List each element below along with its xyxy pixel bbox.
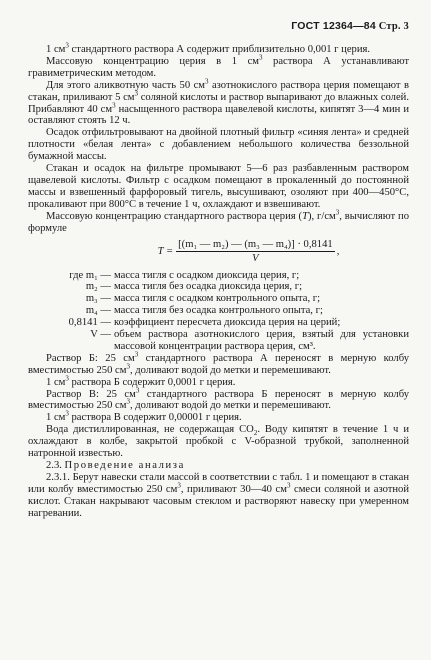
paragraph-solution-b-content: 1 $см^3$ раствора Б содержит 0,0001 г церия.	[46, 374, 236, 388]
paragraph-3: Для этого аликвотную часть 50 $см^3$ азотнокислого раствора церия помещают в стакан, приливают 5 $см^3$ соляной кислоты и раствор выпаривают до влажных солей. Прибавляют 40 $см^3$ насыщенного раствора щавелевой кислоты, кипятят 3—4 мин и оставляют стоять 12 ч.	[28, 77, 409, 127]
paragraph-5: Стакан и осадок на фильтре промывают 5—6 раз разбавленным раствором щавелевой кислоты. Фильтр с осадком помещают в прокаленный до постоянной массы и взвешенный фарфоровый тигель, высушивают, озоляют при 400—450°С, прокаливают при 800°С в течение 1 ч, охлаждают и взвешивают.	[28, 163, 409, 210]
paragraph-2: Массовую концентрацию церия в 1 $см^3$ раствора А устанавливают гравиметрическим методом.	[28, 53, 409, 79]
definition-row: m₄ — масса тигля без осадка контрольного опыта, г;	[85, 305, 323, 317]
section-heading: 2.3. Проведение анализа	[46, 460, 185, 471]
paragraph-solution-v-content: 1 $см^3$ раствора В содержит 0,00001 г церия.	[46, 409, 242, 424]
formula-fraction	[176, 239, 335, 264]
formula-definitions	[28, 270, 409, 353]
definition-row: где m₁ — масса тигля с осадком диоксида церия, г;	[69, 269, 300, 281]
formula-lhs: T =	[157, 245, 174, 257]
definition-row: V — объем раствора азотнокислого церия, взятый для установки массовой концентрации раствора церия, см³.	[90, 329, 409, 352]
standard-number: ГОСТ 12364—84	[291, 20, 376, 32]
paragraph-water: Вода дистиллированная, не содержащая $CO_2$. Воду кипятят в течение 1 ч и охлаждают в колбе, закрытой пробкой с V-образной трубкой, заполненной натронной известью.	[28, 424, 409, 460]
definition-row: 0,8141 — коэффициент пересчета диоксида церия на церий;	[68, 317, 341, 329]
definition-row: m₃ — масса тигля с осадком контрольного опыта, г;	[85, 293, 321, 305]
paragraph-6: Массовую концентрацию стандартного раствора церия (T), $г/см^3$, вычисляют по формуле	[28, 208, 409, 234]
paragraph-analysis: 2.3.1. Берут навески стали массой в соответствии с табл. 1 и помещают в стакан или колбу вместимостью 250 $см^3$, приливают 30—40 $см^3$ смеси соляной и азотной кислот. Стакан накрывают часовым стеклом и растворяют навеску при умеренном нагревании.	[28, 471, 409, 519]
paragraph-1: 1 $см^3$ стандартного раствора А содержит приблизительно 0,001 г церия.	[46, 41, 371, 55]
paragraph-solution-b: Раствор Б: 25 $см^3$ стандартного раствора А переносят в мерную колбу вместимостью 250 $см^3$, доливают водой до метки и перемешивают.	[28, 350, 409, 376]
concentration-formula: T = $\frac{\text{[(m₁ — m₂) — (m₃ — m₄)] · 0,8141}}{V}$ ,	[157, 238, 340, 264]
definition-row: m₂ — масса тигля без осадка диоксида церия, г;	[85, 281, 303, 293]
paragraph-solution-v: Раствор В: 25 $см^3$ стандартного раствора Б переносят в мерную колбу вместимостью 250 $см^3$, доливают водой до метки и перемешивают.	[28, 386, 409, 412]
page-header	[28, 20, 409, 32]
paragraph-4: Осадок отфильтровывают на двойной плотный фильтр «синяя лента» и средней плотности «белая лента» с добавлением небольшого количества беззольной бумажной массы.	[28, 127, 409, 163]
formula-denominator: V	[252, 252, 259, 264]
formula-numerator: [(m₁ — m₂) — (m₃ — m₄)] · 0,8141	[178, 238, 333, 250]
page-number: Стр. 3	[378, 21, 409, 32]
